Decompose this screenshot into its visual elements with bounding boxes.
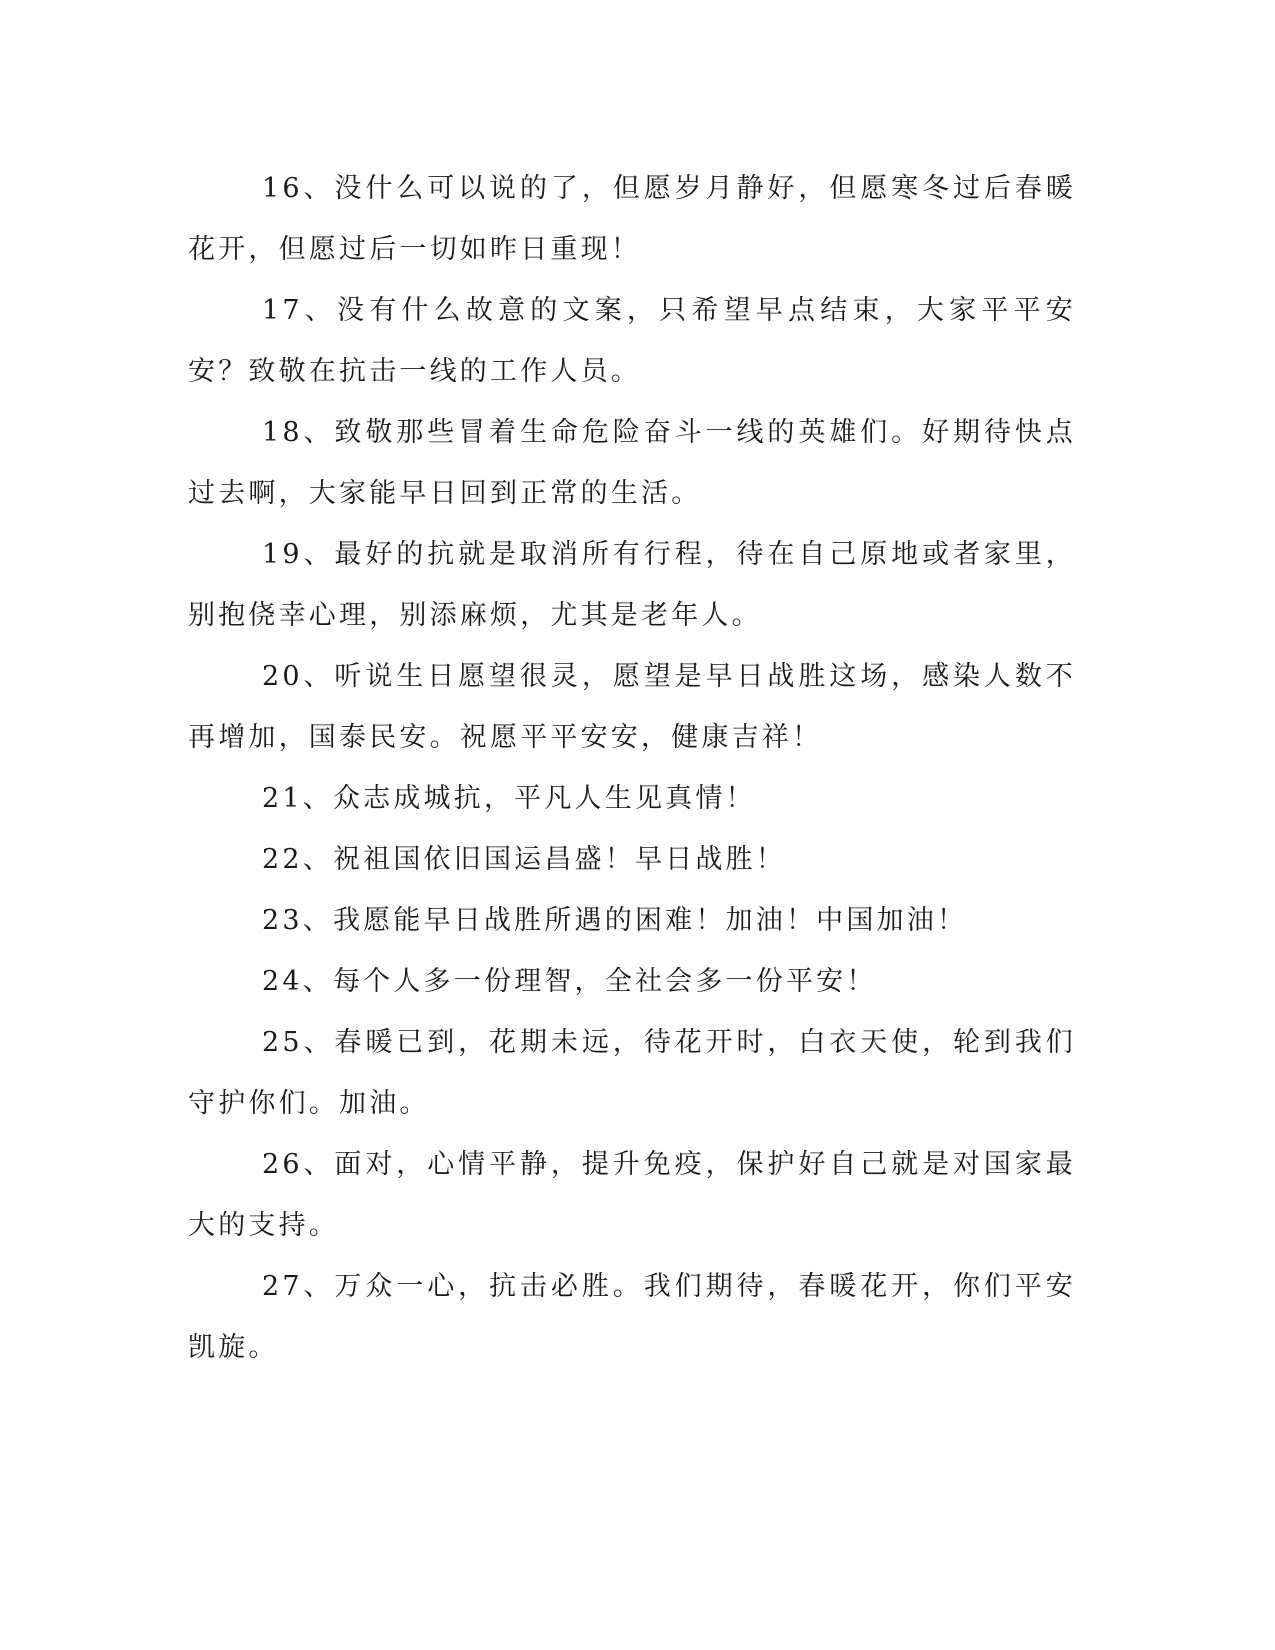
paragraph-24: 24、每个人多一份理智，全社会多一份平安！ bbox=[262, 966, 877, 997]
paragraph-27: 27、万众一心，抗击必胜。我们期待，春暖花开，你们平安凯旋。 bbox=[188, 1271, 1076, 1363]
document-body bbox=[188, 158, 1076, 1378]
paragraph-23: 23、我愿能早日战胜所遇的困难！加油！中国加油！ bbox=[262, 905, 968, 936]
paragraph-25: 25、春暖已到，花期未远，待花开时，白衣天使，轮到我们守护你们。加油。 bbox=[188, 1027, 1076, 1119]
paragraph-21: 21、众志成城抗，平凡人生见真情！ bbox=[262, 783, 756, 814]
paragraph-26: 26、面对，心情平静，提升免疫，保护好自己就是对国家最大的支持。 bbox=[188, 1149, 1076, 1241]
paragraph-16: 16、没什么可以说的了，但愿岁月静好，但愿寒冬过后春暖花开，但愿过后一切如昨日重现！ bbox=[188, 173, 1076, 265]
paragraph-17: 17、没有什么故意的文案，只希望早点结束，大家平平安安？致敬在抗击一线的工作人员。 bbox=[188, 295, 1076, 387]
paragraph-18: 18、致敬那些冒着生命危险奋斗一线的英雄们。好期待快点过去啊，大家能早日回到正常的生活。 bbox=[188, 417, 1076, 509]
paragraph-20: 20、听说生日愿望很灵，愿望是早日战胜这场，感染人数不再增加，国泰民安。祝愿平平安安，健康吉祥！ bbox=[188, 661, 1076, 753]
paragraph-19: 19、最好的抗就是取消所有行程，待在自己原地或者家里，别抱侥幸心理，别添麻烦，尤其是老年人。 bbox=[188, 539, 1076, 631]
paragraph-22: 22、祝祖国依旧国运昌盛！早日战胜！ bbox=[262, 844, 786, 875]
